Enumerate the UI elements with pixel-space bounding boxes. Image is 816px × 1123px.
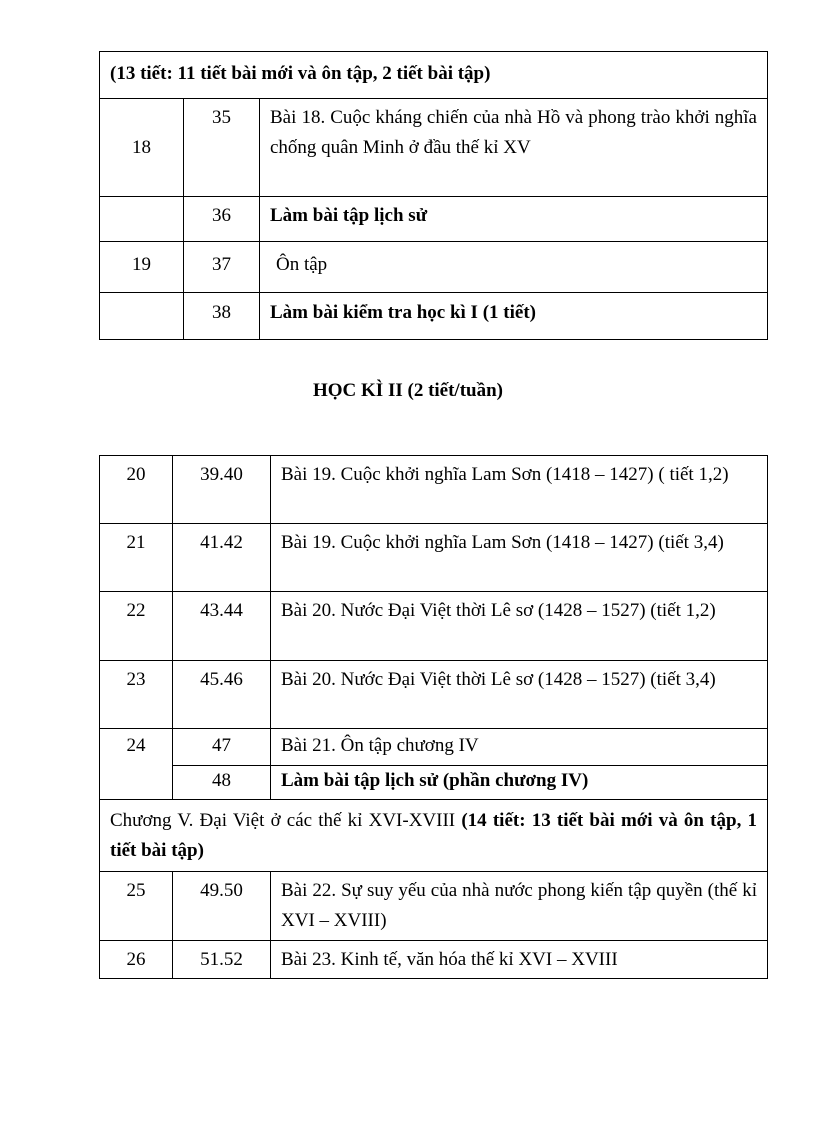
content-cell: Làm bài tập lịch sử (phần chương IV) bbox=[271, 766, 768, 800]
content-cell: Làm bài kiểm tra học kì I (1 tiết) bbox=[260, 293, 768, 340]
table-row bbox=[100, 661, 768, 729]
content-cell: Bài 20. Nước Đại Việt thời Lê sơ (1428 – 1527) (tiết 1,2) bbox=[271, 592, 768, 661]
schedule-table-semester2 bbox=[99, 455, 768, 979]
week-cell bbox=[100, 197, 184, 242]
table-row bbox=[100, 197, 768, 242]
content-cell: Ôn tập bbox=[260, 242, 768, 293]
content-cell: Bài 23. Kinh tế, văn hóa thế kỉ XVI – XVIII bbox=[271, 941, 768, 979]
content-cell: Bài 19. Cuộc khởi nghĩa Lam Sơn (1418 – 1427) ( tiết 1,2) bbox=[271, 456, 768, 524]
week-cell: 22 bbox=[100, 592, 173, 661]
content-cell: Bài 18. Cuộc kháng chiến của nhà Hồ và phong trào khởi nghĩa chống quân Minh ở đầu thế kỉ XV bbox=[260, 99, 768, 197]
lesson-cell: 38 bbox=[184, 293, 260, 340]
content-cell: Bài 22. Sự suy yếu của nhà nước phong kiến tập quyền (thế kỉ XVI – XVIII) bbox=[271, 872, 768, 941]
lesson-cell: 37 bbox=[184, 242, 260, 293]
week-cell: 21 bbox=[100, 524, 173, 592]
week-cell: 26 bbox=[100, 941, 173, 979]
week-cell: 23 bbox=[100, 661, 173, 729]
week-cell: 19 bbox=[100, 242, 184, 293]
lesson-cell: 43.44 bbox=[173, 592, 271, 661]
week-cell: 18 bbox=[100, 99, 184, 197]
lesson-cell: 47 bbox=[173, 729, 271, 766]
lesson-cell: 39.40 bbox=[173, 456, 271, 524]
table-row bbox=[100, 456, 768, 524]
content-cell: Bài 20. Nước Đại Việt thời Lê sơ (1428 – 1527) (tiết 3,4) bbox=[271, 661, 768, 729]
chapter-note: (14 tiết: 13 tiết bài mới và ôn tập, 1 tiết bài tập) bbox=[110, 810, 757, 861]
week-cell: 24 bbox=[100, 729, 173, 800]
lesson-cell: 45.46 bbox=[173, 661, 271, 729]
table-row bbox=[100, 242, 768, 293]
content-cell: Bài 19. Cuộc khởi nghĩa Lam Sơn (1418 – 1427) (tiết 3,4) bbox=[271, 524, 768, 592]
table-row bbox=[100, 592, 768, 661]
table-row bbox=[100, 99, 768, 197]
lesson-cell: 51.52 bbox=[173, 941, 271, 979]
content-cell: Làm bài tập lịch sử bbox=[260, 197, 768, 242]
lesson-cell: 36 bbox=[184, 197, 260, 242]
semester-2-title: HỌC KÌ II (2 tiết/tuần) bbox=[313, 380, 503, 401]
table-row bbox=[100, 729, 768, 766]
lesson-cell: 48 bbox=[173, 766, 271, 800]
lesson-cell: 35 bbox=[184, 99, 260, 197]
lesson-cell: 49.50 bbox=[173, 872, 271, 941]
table-row bbox=[100, 941, 768, 979]
lesson-cell: 41.42 bbox=[173, 524, 271, 592]
content-cell: Bài 21. Ôn tập chương IV bbox=[271, 729, 768, 766]
week-cell: 25 bbox=[100, 872, 173, 941]
table-row bbox=[100, 293, 768, 340]
chapter-title: Chương V. Đại Việt ở các thế kỉ XVI-XVIII bbox=[110, 810, 456, 831]
table-row bbox=[100, 524, 768, 592]
chapter-row bbox=[100, 800, 768, 872]
table-row bbox=[100, 872, 768, 941]
week-cell bbox=[100, 293, 184, 340]
schedule-table-semester1 bbox=[99, 51, 768, 340]
chapter-header: (13 tiết: 11 tiết bài mới và ôn tập, 2 tiết bài tập) bbox=[100, 52, 768, 99]
week-cell: 20 bbox=[100, 456, 173, 524]
chapter-header bbox=[100, 800, 768, 872]
table-row bbox=[100, 766, 768, 800]
